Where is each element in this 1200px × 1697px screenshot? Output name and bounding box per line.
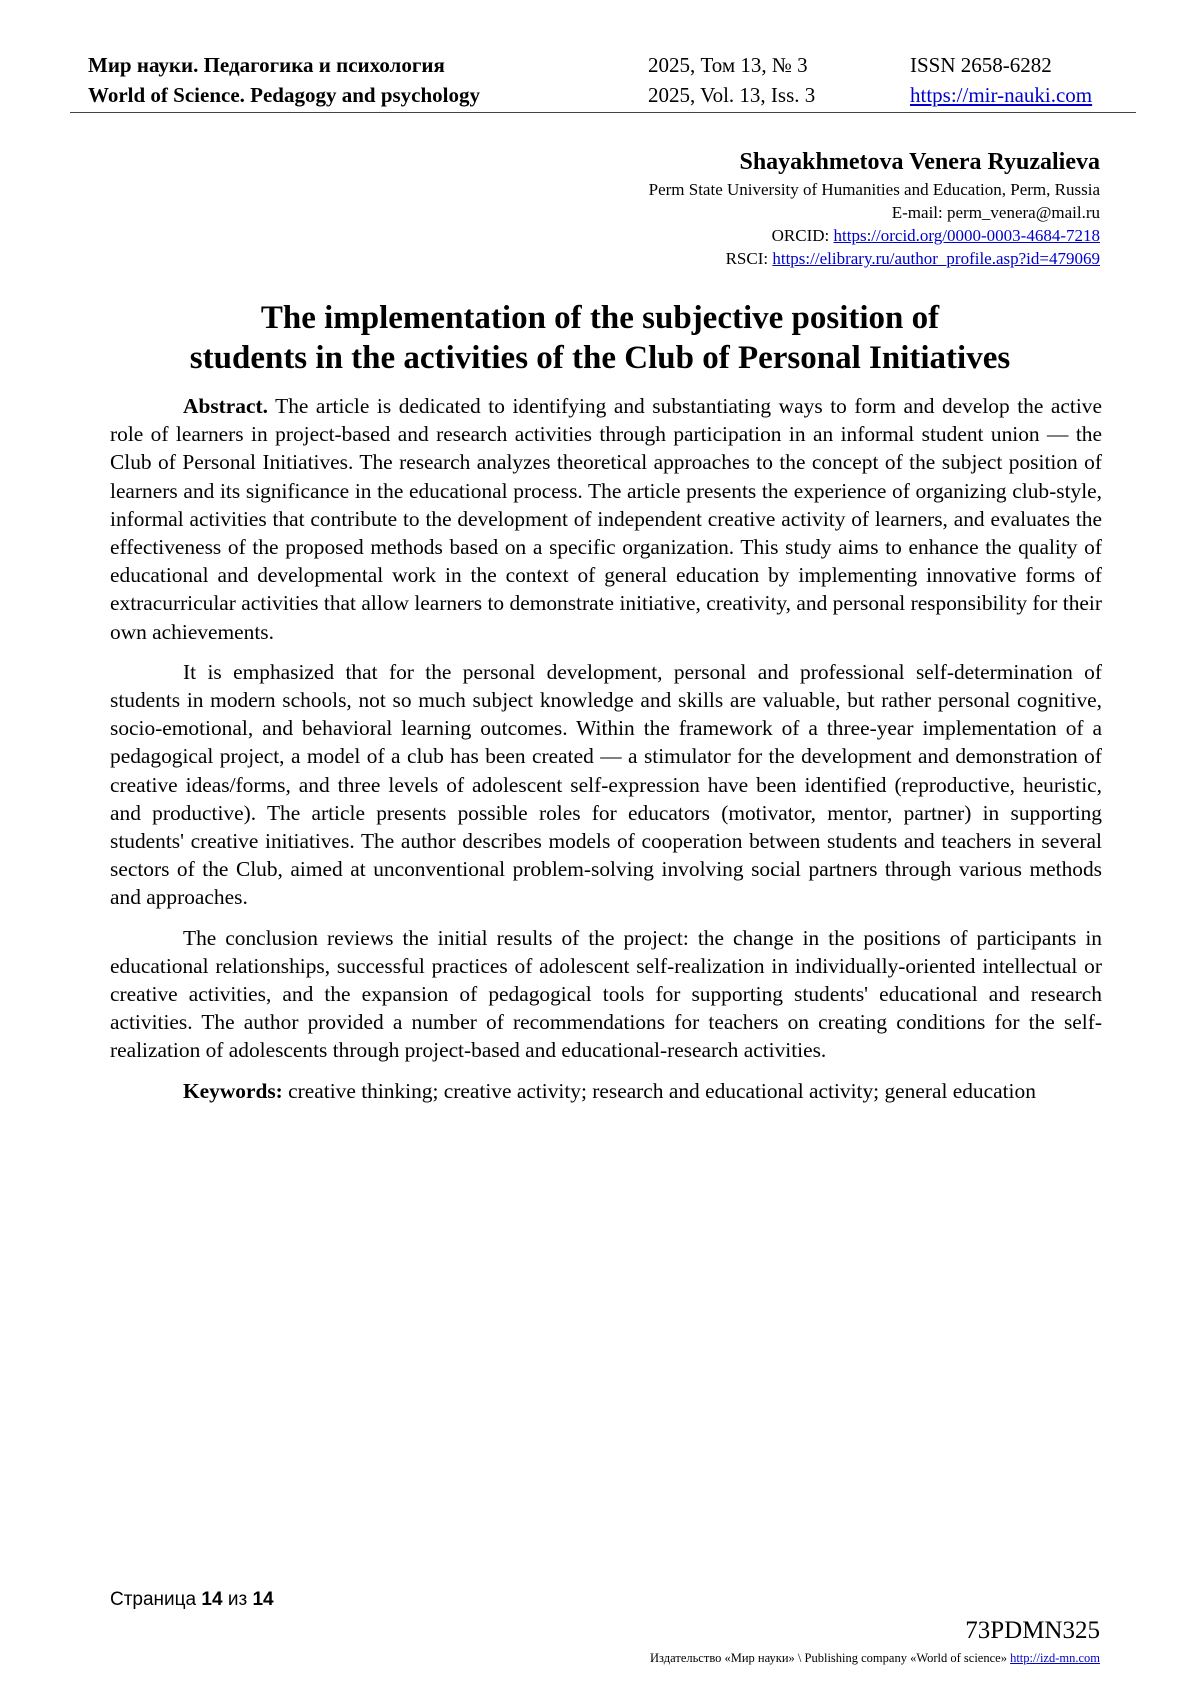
orcid-label: ORCID: — [771, 226, 834, 245]
issue-en: 2025, Vol. 13, Iss. 3 — [648, 83, 816, 107]
article-title — [100, 298, 1100, 378]
journal-name-block — [88, 50, 480, 110]
page-mid: из — [222, 1589, 253, 1610]
page-prefix: Страница — [110, 1589, 202, 1610]
page-total: 14 — [252, 1589, 274, 1610]
abstract-paragraph-3: The conclusion reviews the initial results of the project: the change in the positions of participants in educational relationships, successful practices of adolescent self-realization in individually-oriented intellectual or creative activities, and the expansion of pedagogical tools for supporting students' educational and research activities. The author provided a number of recommendations for teachers on creating conditions for the self-realization of adolescents through project-based and educational-research activities. — [110, 925, 1102, 1063]
title-line-2: students in the activities of the Club of Personal Initiatives — [189, 340, 1011, 376]
author-block — [649, 146, 1100, 270]
abstract-label: Abstract. — [183, 394, 268, 418]
abstract-paragraph-1 — [110, 392, 1102, 646]
page-counter — [110, 1589, 274, 1611]
author-rsci — [649, 247, 1100, 270]
title-line-1: The implementation of the subjective position of — [260, 300, 940, 336]
article-code: 73PDMN325 — [965, 1617, 1100, 1644]
author-orcid — [649, 224, 1100, 247]
issue-block — [648, 50, 815, 110]
journal-name-en: World of Science. Pedagogy and psychology — [88, 83, 481, 107]
orcid-link[interactable]: https://orcid.org/0000-0003-4684-7218 — [833, 226, 1100, 245]
keywords-text: creative thinking; creative activity; research and educational activity; general education — [282, 1078, 1036, 1103]
issn: ISSN 2658-6282 — [910, 53, 1052, 77]
journal-name-ru: Мир науки. Педагогика и психология — [88, 53, 445, 77]
issue-ru: 2025, Том 13, № 3 — [648, 53, 808, 77]
keywords-label: Keywords: — [183, 1078, 283, 1103]
page-header — [70, 50, 1136, 113]
publisher-line — [650, 1651, 1100, 1666]
author-name: Shayakhmetova Venera Ryuzalieva — [739, 149, 1100, 175]
abstract-section — [110, 392, 1102, 1117]
abstract-text-1: The article is dedicated to identifying and substantiating ways to form and develop the active role of learners in project-based and research activities through participation in an informal student union — the Club of Personal Initiatives. The research analyzes theoretical approaches to the concept of the subject position of learners and its significance in the educational process. The article presents the experience of organizing club-style, informal activities that contribute to the development of independent creative activity of learners, and evaluates the effectiveness of the proposed methods based on a specific organization. This study aims to enhance the quality of educational and developmental work in the context of general education by implementing innovative forms of extracurricular activities that allow learners to demonstrate initiative, creativity, and personal responsibility for their own achievements. — [110, 394, 1102, 644]
rsci-label: RSCI: — [725, 249, 773, 268]
keywords-paragraph — [110, 1077, 1102, 1105]
abstract-paragraph-2: It is emphasized that for the personal development, personal and professional self-determination of students in modern schools, not so much subject knowledge and skills are valuable, but rather personal cognitive, socio-emotional, and behavioral learning outcomes. Within the framework of a three-year implementation of a pedagogical project, a model of a club has been created — a stimulator for the development and demonstration of creative ideas/forms, and three levels of adolescent self-expression have been identified (reproductive, heuristic, and productive). The article presents possible roles for educators (motivator, mentor, partner) in supporting students' creative initiatives. The author describes models of cooperation between students and teachers in several sectors of the Club, aimed at unconventional problem-solving involving social partners through various methods and approaches. — [110, 659, 1102, 910]
journal-site-link[interactable]: https://mir-nauki.com — [910, 83, 1093, 107]
issn-block — [910, 50, 1092, 110]
author-affiliation: Perm State University of Humanities and Education, Perm, Russia — [648, 180, 1100, 199]
publisher-text: Издательство «Мир науки» \ Publishing company «World of science» — [650, 1651, 1011, 1665]
publisher-link[interactable]: http://izd-mn.com — [1010, 1651, 1100, 1665]
author-email: E-mail: perm_venera@mail.ru — [891, 203, 1100, 222]
page-current: 14 — [201, 1589, 223, 1610]
rsci-link[interactable]: https://elibrary.ru/author_profile.asp?id=479069 — [772, 249, 1100, 268]
